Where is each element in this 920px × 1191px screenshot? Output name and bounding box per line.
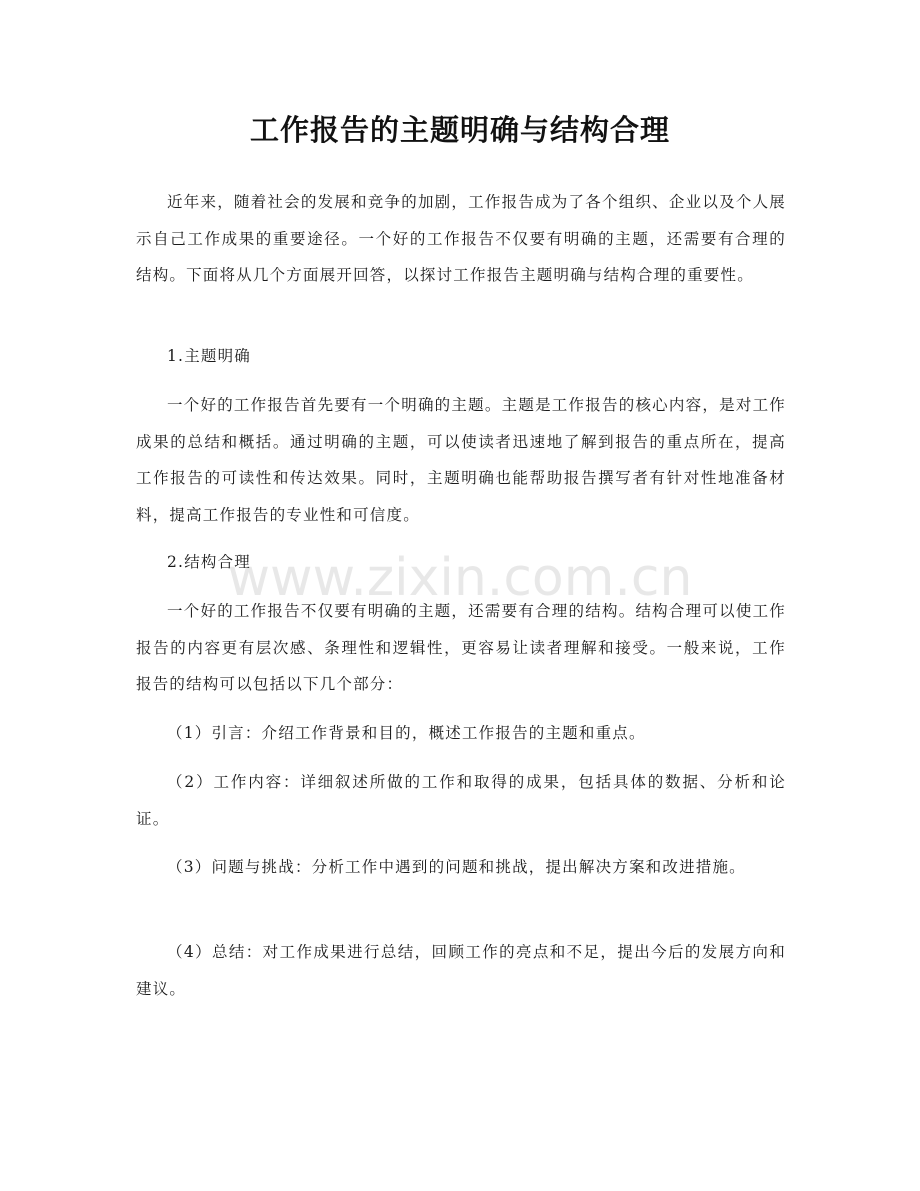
section-1-paragraph: 一个好的工作报告首先要有一个明确的主题。主题是工作报告的核心内容，是对工作成果的总结和概括。通过明确的主题，可以使读者迅速地了解到报告的重点所在，提高工作报告的可读性和传达效果。同时，主题明确也能帮助报告撰写者有针对性地准备材料，提高工作报告的专业性和可信度。 xyxy=(136,396,786,524)
section-1-heading: 1.主题明确 xyxy=(167,347,251,365)
section-2-heading: 2.结构合理 xyxy=(167,553,251,571)
section-2-paragraph: 一个好的工作报告不仅要有明确的主题，还需要有合理的结构。结构合理可以使工作报告的内容更有层次感、条理性和逻辑性，更容易让读者理解和接受。一般来说，工作报告的结构可以包括以下几个部分： xyxy=(136,602,786,693)
watermark-text: www.zixin.com.cn xyxy=(227,548,693,608)
structure-item-summary: （4）总结：对工作成果进行总结，回顾工作的亮点和不足，提出今后的发展方向和建议。 xyxy=(136,943,786,998)
structure-item-work-content: （2）工作内容：详细叙述所做的工作和取得的成果，包括具体的数据、分析和论证。 xyxy=(136,773,786,828)
structure-item-introduction: （1）引言：介绍工作背景和目的，概述工作报告的主题和重点。 xyxy=(167,724,646,742)
structure-item-problems: （3）问题与挑战：分析工作中遇到的问题和挑战，提出解决方案和改进措施。 xyxy=(167,858,746,876)
document-title: 工作报告的主题明确与结构合理 xyxy=(249,113,670,147)
intro-paragraph: 近年来，随着社会的发展和竞争的加剧，工作报告成为了各个组织、企业以及个人展示自己工作成果的重要途径。一个好的工作报告不仅要有明确的主题，还需要有合理的结构。下面将从几个方面展开回答，以探讨工作报告主题明确与结构合理的重要性。 xyxy=(136,193,786,284)
